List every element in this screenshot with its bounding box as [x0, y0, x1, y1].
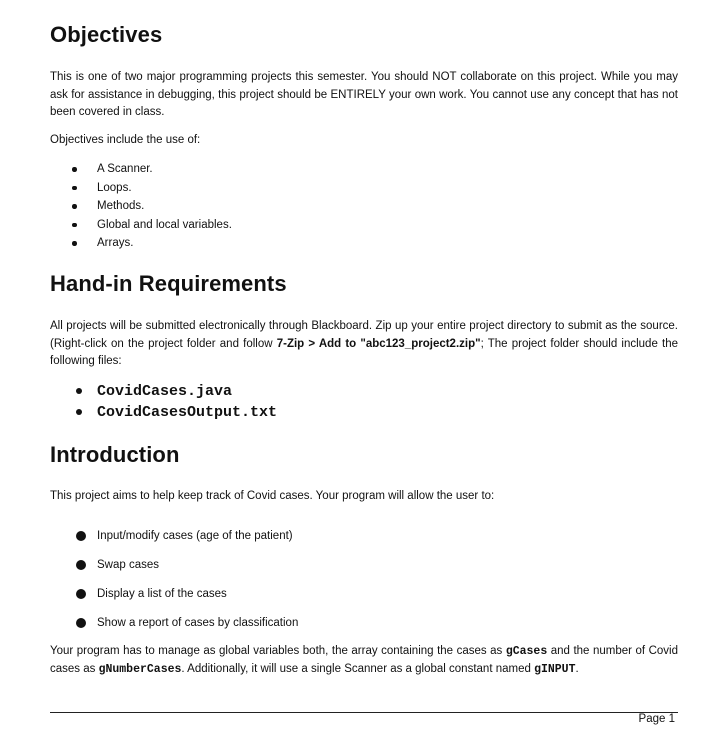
list-item: Show a report of cases by classification [50, 614, 298, 643]
introduction-list [50, 527, 298, 643]
objectives-list [50, 160, 232, 253]
handin-text-after: ; The project folder should include the following files: [50, 337, 679, 367]
objectives-paragraph: This is one of two major programming projects this semester. You should NOT collaborate on this project. While you may ask for assistance in debugging, this project should be ENTIRELY your own work. You cannot use any concept that has not been covered in class. [50, 71, 678, 118]
objectives-heading: Objectives [50, 22, 163, 47]
handin-paragraph [50, 318, 678, 371]
page-number: Page 1 [638, 713, 675, 725]
zip-path: 7-Zip > Add to "abc123_project2.zip" [276, 337, 481, 350]
globals-paragraph [50, 643, 678, 678]
ginput-code: gINPUT [534, 662, 576, 676]
list-item: Swap cases [50, 556, 298, 585]
gcases-code: gCases [505, 645, 548, 658]
handin-text-before: All projects will be submitted electronically through Blackboard. Zip up your entire project directory to submit as the source. (Right-click on the project folder and follow [50, 320, 678, 350]
footer-divider [50, 712, 678, 713]
list-item: Methods. [50, 197, 232, 216]
list-item: Arrays. [50, 234, 232, 253]
introduction-heading: Introduction [50, 442, 180, 467]
list-item: Display a list of the cases [50, 585, 298, 614]
file-item: CovidCasesOutput.txt [50, 402, 277, 423]
objectives-lead: Objectives include the use of: [50, 134, 201, 146]
list-item: Loops. [50, 179, 232, 198]
list-item: Input/modify cases (age of the patient) [50, 527, 298, 556]
gnumbercases-code: gNumberCases [98, 662, 182, 676]
globals-text-b: and the number of Covid cases as [50, 645, 679, 675]
file-item: CovidCases.java [50, 381, 277, 402]
list-item: A Scanner. [50, 160, 232, 179]
globals-text-a: Your program has to manage as global variables both, the array containing the cases as [50, 645, 506, 657]
handin-files-list [50, 381, 277, 423]
handin-heading: Hand-in Requirements [50, 271, 287, 296]
list-item: Global and local variables. [50, 216, 232, 235]
globals-text-c: . Additionally, it will use a single Scanner as a global constant named [181, 662, 535, 675]
globals-text-d: . [575, 662, 579, 675]
introduction-paragraph: This project aims to help keep track of Covid cases. Your program will allow the user to: [50, 490, 495, 502]
